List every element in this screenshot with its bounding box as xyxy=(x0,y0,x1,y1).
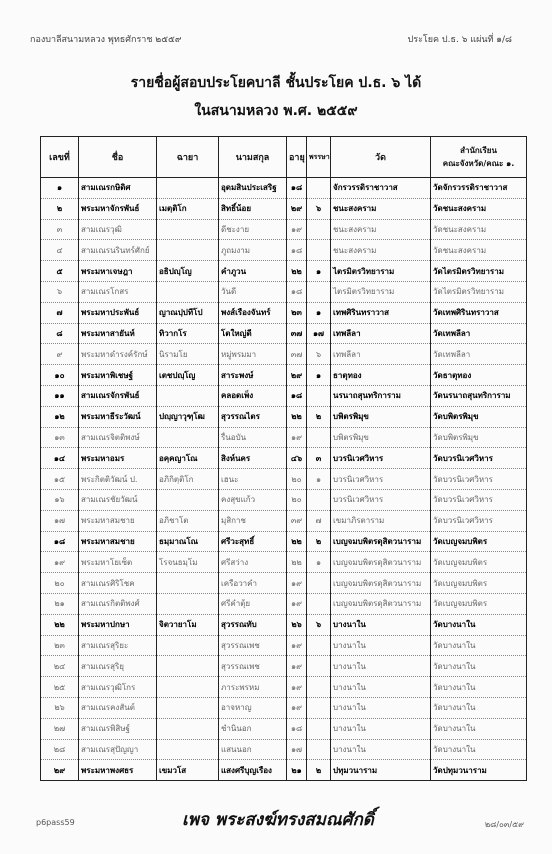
table-row xyxy=(41,531,527,552)
cell-surname: รื่นอบัน xyxy=(219,427,287,448)
cell-vassa xyxy=(307,677,331,698)
cell-age: ๑๘ xyxy=(287,281,307,302)
cell-wat: บางนาใน xyxy=(331,656,431,677)
cell-name: สามเณรนรินทร์ศักย์ xyxy=(79,240,157,261)
results-table xyxy=(40,136,527,781)
cell-chaya xyxy=(157,489,219,510)
table-row xyxy=(41,261,527,282)
cell-no: ๑๙ xyxy=(41,552,79,573)
cell-surname: สุวรรณไตร xyxy=(219,406,287,427)
cell-wat: ชนะสงคราม xyxy=(331,240,431,261)
cell-wat: ธาตุทอง xyxy=(331,365,431,386)
cell-name: สามเณรจักรพันธ์ xyxy=(79,385,157,406)
cell-name: สามเณรวุฒิโกร xyxy=(79,677,157,698)
cell-office: วัดเบญจมบพิตร xyxy=(431,573,527,594)
cell-chaya xyxy=(157,656,219,677)
cell-name: พระมหาสมชาย xyxy=(79,510,157,531)
col-header-vassa: พรรษา xyxy=(307,137,331,178)
cell-no: ๑๑ xyxy=(41,385,79,406)
cell-name: พระกิตติวัฒน์ ป. xyxy=(79,469,157,490)
cell-no: ๕ xyxy=(41,261,79,282)
cell-wat: บวรนิเวศวิหาร xyxy=(331,448,431,469)
cell-surname: ศรีสว่าง xyxy=(219,552,287,573)
cell-name: สามเณรสุริยะ xyxy=(79,635,157,656)
cell-surname: สิทธิ์น้อย xyxy=(219,198,287,219)
table-row xyxy=(41,718,527,739)
cell-office: วัดบวรนิเวศวิหาร xyxy=(431,489,527,510)
cell-surname: เครือวาคำ xyxy=(219,573,287,594)
cell-vassa: ๑ xyxy=(307,365,331,386)
cell-wat: บวรนิเวศวิหาร xyxy=(331,469,431,490)
cell-wat: นรนาถสุนทริการาม xyxy=(331,385,431,406)
page-title: รายชื่อผู้สอบประโยคบาลี ชั้นประโยค ป.ธ. ๖ ได้ xyxy=(130,75,422,91)
cell-surname: เฮนะ xyxy=(219,469,287,490)
cell-chaya xyxy=(157,385,219,406)
cell-wat: บางนาใน xyxy=(331,697,431,718)
cell-age: ๑๘ xyxy=(287,178,307,199)
cell-vassa xyxy=(307,219,331,240)
cell-surname: สุวรรณเพช xyxy=(219,635,287,656)
cell-chaya xyxy=(157,697,219,718)
cell-name: สามเณรชัยวัฒน์ xyxy=(79,489,157,510)
cell-name: สามเณรกษิดิศ xyxy=(79,178,157,199)
cell-age: ๑๙ xyxy=(287,635,307,656)
cell-age: ๑๙ xyxy=(287,427,307,448)
cell-chaya: อภิชาโต xyxy=(157,510,219,531)
col-header-office-top: สำนักเรียน xyxy=(460,146,497,155)
cell-wat: บางนาใน xyxy=(331,614,431,635)
cell-no: ๙ xyxy=(41,344,79,365)
table-row xyxy=(41,760,527,781)
cell-name: สามเณรสุปัญญา xyxy=(79,739,157,760)
cell-name: สามเณรคงสันต์ xyxy=(79,697,157,718)
cell-name: พระมหาปกษา xyxy=(79,614,157,635)
cell-surname: คลอดเพ็ง xyxy=(219,385,287,406)
cell-vassa: ๑๗ xyxy=(307,323,331,344)
cell-surname: สิงห์นคร xyxy=(219,448,287,469)
cell-surname: โตใหญ่ดี xyxy=(219,323,287,344)
cell-name: พระมหาโยเซ็ต xyxy=(79,552,157,573)
cell-office: วัดบพิตรพิมุข xyxy=(431,406,527,427)
cell-vassa xyxy=(307,739,331,760)
table-row xyxy=(41,593,527,614)
cell-surname: คำภูวน xyxy=(219,261,287,282)
cell-chaya: เมตฺติโก xyxy=(157,198,219,219)
cell-age: ๔๖ xyxy=(287,448,307,469)
cell-office: วัดบางนาใน xyxy=(431,656,527,677)
cell-age: ๒๒ xyxy=(287,531,307,552)
col-header-wat: วัด xyxy=(331,137,431,178)
cell-no: ๑๗ xyxy=(41,510,79,531)
cell-vassa: ๑ xyxy=(307,302,331,323)
cell-surname: แสนนอก xyxy=(219,739,287,760)
cell-surname: สาระพงษ์ xyxy=(219,365,287,386)
cell-vassa xyxy=(307,718,331,739)
cell-chaya xyxy=(157,635,219,656)
cell-chaya: ปญฺญาวุฑฺโฒ xyxy=(157,406,219,427)
cell-wat: เขมาภิรตาราม xyxy=(331,510,431,531)
cell-chaya xyxy=(157,593,219,614)
table-row xyxy=(41,365,527,386)
cell-wat: เบญจมบพิตรดุสิตวนาราม xyxy=(331,573,431,594)
cell-vassa xyxy=(307,697,331,718)
cell-chaya: โรจนธมฺโม xyxy=(157,552,219,573)
cell-office: วัดเทพลีลา xyxy=(431,344,527,365)
cell-surname: ภาระพรหม xyxy=(219,677,287,698)
cell-vassa: ๖ xyxy=(307,198,331,219)
table-row xyxy=(41,614,527,635)
cell-age: ๑๙ xyxy=(287,219,307,240)
cell-surname: ดีชะงาย xyxy=(219,219,287,240)
cell-wat: เทพลีลา xyxy=(331,323,431,344)
cell-no: ๓ xyxy=(41,219,79,240)
cell-vassa xyxy=(307,385,331,406)
cell-name: พระมหาจักรพันธ์ xyxy=(79,198,157,219)
cell-chaya: นิรามโย xyxy=(157,344,219,365)
table-row xyxy=(41,302,527,323)
cell-office: วัดบางนาใน xyxy=(431,677,527,698)
cell-name: สามเณรจิตติพงษ์ xyxy=(79,427,157,448)
cell-chaya: ญาณปฺปทีโป xyxy=(157,302,219,323)
cell-age: ๒๑ xyxy=(287,760,307,781)
cell-chaya xyxy=(157,427,219,448)
col-header-name: ชื่อ xyxy=(79,137,157,178)
page-subtitle: ในสนามหลวง พ.ศ. ๒๕๕๙ xyxy=(194,103,358,119)
cell-age: ๑๙ xyxy=(287,697,307,718)
cell-no: ๖ xyxy=(41,281,79,302)
cell-name: พระมหาสายันห์ xyxy=(79,323,157,344)
cell-vassa: ๑ xyxy=(307,261,331,282)
cell-age: ๑๘ xyxy=(287,718,307,739)
cell-age: ๑๗ xyxy=(287,739,307,760)
col-header-no: เลขที่ xyxy=(41,137,79,178)
cell-office: วัดบางนาใน xyxy=(431,739,527,760)
cell-vassa xyxy=(307,281,331,302)
cell-surname: หมู่พรมมา xyxy=(219,344,287,365)
cell-no: ๒๐ xyxy=(41,573,79,594)
cell-vassa xyxy=(307,656,331,677)
cell-chaya xyxy=(157,718,219,739)
cell-name: พระมหาธีระวัฒน์ xyxy=(79,406,157,427)
cell-name: สามเณรสุริยุ xyxy=(79,656,157,677)
table-row xyxy=(41,281,527,302)
cell-office: วัดชนะสงคราม xyxy=(431,219,527,240)
cell-age: ๑๘ xyxy=(287,240,307,261)
table-body xyxy=(41,178,527,781)
cell-age: ๒๒ xyxy=(287,406,307,427)
cell-vassa: ๒ xyxy=(307,406,331,427)
table-header-row xyxy=(41,137,527,178)
cell-no: ๔ xyxy=(41,240,79,261)
header-left: กองบาลีสนามหลวง พุทธศักราช ๒๕๕๙ xyxy=(30,35,182,45)
cell-name: พระมหาเจษฎา xyxy=(79,261,157,282)
cell-no: ๒๗ xyxy=(41,718,79,739)
cell-office: วัดบวรนิเวศวิหาร xyxy=(431,510,527,531)
cell-surname: สุวรรณทับ xyxy=(219,614,287,635)
cell-vassa xyxy=(307,593,331,614)
cell-no: ๑๕ xyxy=(41,469,79,490)
cell-office: วัดไตรมิตรวิทยาราม xyxy=(431,261,527,282)
col-header-office xyxy=(431,137,527,178)
col-header-age: อายุ xyxy=(287,137,307,178)
cell-wat: บางนาใน xyxy=(331,739,431,760)
cell-surname: มุสิกาช xyxy=(219,510,287,531)
cell-chaya xyxy=(157,178,219,199)
cell-office: วัดจักรวรรดิราชาวาส xyxy=(431,178,527,199)
table-row xyxy=(41,406,527,427)
cell-surname: สุวรรณเพช xyxy=(219,656,287,677)
cell-chaya xyxy=(157,240,219,261)
table-row xyxy=(41,240,527,261)
cell-age: ๑๙ xyxy=(287,593,307,614)
cell-name: พระมหาประพันธ์ xyxy=(79,302,157,323)
table-row xyxy=(41,178,527,199)
cell-wat: เบญจมบพิตรดุสิตวนาราม xyxy=(331,531,431,552)
cell-wat: เบญจมบพิตรดุสิตวนาราม xyxy=(331,552,431,573)
cell-office: วัดบางนาใน xyxy=(431,614,527,635)
cell-vassa: ๓ xyxy=(307,448,331,469)
cell-name: สามเณรโกสร xyxy=(79,281,157,302)
table-row xyxy=(41,323,527,344)
cell-no: ๑๘ xyxy=(41,531,79,552)
table-row xyxy=(41,739,527,760)
table-row xyxy=(41,469,527,490)
cell-no: ๑๔ xyxy=(41,448,79,469)
cell-vassa: ๑ xyxy=(307,552,331,573)
table-row xyxy=(41,697,527,718)
cell-chaya: ทิวากโร xyxy=(157,323,219,344)
cell-no: ๗ xyxy=(41,302,79,323)
cell-name: พระมหาพิเชษฐ์ xyxy=(79,365,157,386)
cell-wat: เทพศิรินทราวาส xyxy=(331,302,431,323)
cell-wat: บางนาใน xyxy=(331,677,431,698)
footer-code: p6pass59 xyxy=(36,818,75,827)
table-row xyxy=(41,344,527,365)
cell-chaya: อธิปญฺโญ xyxy=(157,261,219,282)
cell-age: ๑๙ xyxy=(287,573,307,594)
cell-surname: อาจหาญ xyxy=(219,697,287,718)
cell-no: ๒๘ xyxy=(41,739,79,760)
cell-no: ๒๖ xyxy=(41,697,79,718)
cell-name: พระมหาสมชาย xyxy=(79,531,157,552)
cell-name: สามเณรพิสิษฐ์ xyxy=(79,718,157,739)
table-row xyxy=(41,448,527,469)
cell-office: วัดเทพศิรินทราวาส xyxy=(431,302,527,323)
cell-office: วัดไตรมิตรวิทยาราม xyxy=(431,281,527,302)
cell-wat: ไตรมิตรวิทยาราม xyxy=(331,261,431,282)
cell-name: พระมหาอมร xyxy=(79,448,157,469)
cell-no: ๒๕ xyxy=(41,677,79,698)
cell-office: วัดเบญจมบพิตร xyxy=(431,552,527,573)
cell-office: วัดบวรนิเวศวิหาร xyxy=(431,469,527,490)
cell-office: วัดบางนาใน xyxy=(431,635,527,656)
cell-no: ๒๑ xyxy=(41,593,79,614)
cell-no: ๒ xyxy=(41,198,79,219)
footer-date: ๒๘/๐๓/๕๙ xyxy=(484,820,524,829)
cell-surname: ชำนินอก xyxy=(219,718,287,739)
cell-age: ๓๗ xyxy=(287,323,307,344)
cell-no: ๑๓ xyxy=(41,427,79,448)
cell-age: ๒๐ xyxy=(287,489,307,510)
cell-chaya: เขมวโส xyxy=(157,760,219,781)
cell-wat: เบญจมบพิตรดุสิตวนาราม xyxy=(331,593,431,614)
cell-wat: บพิตรพิมุข xyxy=(331,427,431,448)
cell-vassa xyxy=(307,489,331,510)
cell-office: วัดชนะสงคราม xyxy=(431,198,527,219)
cell-age: ๑๙ xyxy=(287,656,307,677)
cell-chaya: ธมฺมาณโณ xyxy=(157,531,219,552)
cell-vassa xyxy=(307,573,331,594)
cell-vassa: ๗ xyxy=(307,510,331,531)
cell-no: ๑๖ xyxy=(41,489,79,510)
cell-surname: พงส์เรืองจันทร์ xyxy=(219,302,287,323)
cell-age: ๒๙ xyxy=(287,365,307,386)
cell-chaya xyxy=(157,573,219,594)
cell-age: ๓๗ xyxy=(287,344,307,365)
cell-vassa xyxy=(307,635,331,656)
cell-wat: บางนาใน xyxy=(331,635,431,656)
cell-chaya xyxy=(157,281,219,302)
cell-no: ๒๔ xyxy=(41,656,79,677)
cell-vassa: ๒ xyxy=(307,531,331,552)
cell-wat: ปทุมวนาราม xyxy=(331,760,431,781)
cell-wat: จักรวรรดิราชาวาส xyxy=(331,178,431,199)
table-row xyxy=(41,198,527,219)
cell-office: วัดนรนาถสุนทริการาม xyxy=(431,385,527,406)
cell-no: ๘ xyxy=(41,323,79,344)
cell-chaya: จิตวายาโม xyxy=(157,614,219,635)
cell-chaya: อภิกิตฺติโก xyxy=(157,469,219,490)
cell-wat: บวรนิเวศวิหาร xyxy=(331,489,431,510)
cell-name: สามเณรศิริโชค xyxy=(79,573,157,594)
cell-wat: ชนะสงคราม xyxy=(331,198,431,219)
col-header-surname: นามสกุล xyxy=(219,137,287,178)
cell-vassa: ๒ xyxy=(307,760,331,781)
table-row xyxy=(41,656,527,677)
cell-surname: คงสุขแก้ว xyxy=(219,489,287,510)
cell-vassa xyxy=(307,178,331,199)
col-header-chaya: ฉายา xyxy=(157,137,219,178)
cell-no: ๒๒ xyxy=(41,614,79,635)
cell-age: ๑๘ xyxy=(287,385,307,406)
cell-no: ๑ xyxy=(41,178,79,199)
cell-vassa: ๖ xyxy=(307,344,331,365)
cell-office: วัดบพิตรพิมุข xyxy=(431,427,527,448)
cell-surname: วันดี xyxy=(219,281,287,302)
cell-office: วัดธาตุทอง xyxy=(431,365,527,386)
cell-age: ๓๙ xyxy=(287,510,307,531)
cell-chaya xyxy=(157,677,219,698)
cell-vassa xyxy=(307,427,331,448)
cell-office: วัดปทุมวนาราม xyxy=(431,760,527,781)
cell-no: ๒๙ xyxy=(41,760,79,781)
cell-wat: ไตรมิตรวิทยาราม xyxy=(331,281,431,302)
watermark-text: เพจ พระสงฆ์ทรงสมณศักดิ์ xyxy=(182,810,374,830)
cell-vassa xyxy=(307,240,331,261)
cell-age: ๒๖ xyxy=(287,614,307,635)
cell-name: สามเณรวุฒิ xyxy=(79,219,157,240)
cell-wat: ชนะสงคราม xyxy=(331,219,431,240)
cell-surname: ภูถมงาม xyxy=(219,240,287,261)
cell-office: วัดเบญจมบพิตร xyxy=(431,531,527,552)
cell-no: ๑๐ xyxy=(41,365,79,386)
cell-surname: ศรีคำตุ้ย xyxy=(219,593,287,614)
cell-office: วัดบางนาใน xyxy=(431,718,527,739)
cell-surname: ศรีวะสุทธิ์ xyxy=(219,531,287,552)
cell-chaya xyxy=(157,739,219,760)
cell-wat: บพิตรพิมุข xyxy=(331,406,431,427)
cell-wat: เทพลีลา xyxy=(331,344,431,365)
table-row xyxy=(41,219,527,240)
cell-no: ๒๓ xyxy=(41,635,79,656)
table-row xyxy=(41,573,527,594)
cell-office: วัดบวรนิเวศวิหาร xyxy=(431,448,527,469)
table-row xyxy=(41,552,527,573)
cell-age: ๒๙ xyxy=(287,198,307,219)
cell-chaya: อคฺคญาโณ xyxy=(157,448,219,469)
cell-name: พระมหาพงศธร xyxy=(79,760,157,781)
cell-age: ๒๒ xyxy=(287,552,307,573)
cell-office: วัดบางนาใน xyxy=(431,697,527,718)
cell-surname: แสงศรีบุญเรือง xyxy=(219,760,287,781)
cell-chaya: เตชปญฺโญ xyxy=(157,365,219,386)
table-row xyxy=(41,635,527,656)
header-right: ประโยค ป.ธ. ๖ แผ่นที่ ๑/๘ xyxy=(407,35,512,45)
cell-age: ๒๓ xyxy=(287,302,307,323)
cell-age: ๒๒ xyxy=(287,261,307,282)
cell-age: ๑๙ xyxy=(287,677,307,698)
table-row xyxy=(41,427,527,448)
cell-vassa: ๖ xyxy=(307,614,331,635)
table-row xyxy=(41,677,527,698)
cell-office: วัดเบญจมบพิตร xyxy=(431,593,527,614)
cell-wat: บางนาใน xyxy=(331,718,431,739)
cell-office: วัดชนะสงคราม xyxy=(431,240,527,261)
cell-surname: อุดมสินประเสริฐ xyxy=(219,178,287,199)
table-row xyxy=(41,510,527,531)
table-row xyxy=(41,385,527,406)
cell-vassa: ๑ xyxy=(307,469,331,490)
cell-office: วัดเทพลีลา xyxy=(431,323,527,344)
cell-name: พระมหาดำรงค์รักษ์ xyxy=(79,344,157,365)
table-row xyxy=(41,489,527,510)
cell-no: ๑๒ xyxy=(41,406,79,427)
col-header-office-bottom: คณะจังหวัด/คณะ ๑. xyxy=(442,159,515,168)
cell-chaya xyxy=(157,219,219,240)
cell-name: สามเณรกิตติพงศ์ xyxy=(79,593,157,614)
cell-age: ๒๐ xyxy=(287,469,307,490)
